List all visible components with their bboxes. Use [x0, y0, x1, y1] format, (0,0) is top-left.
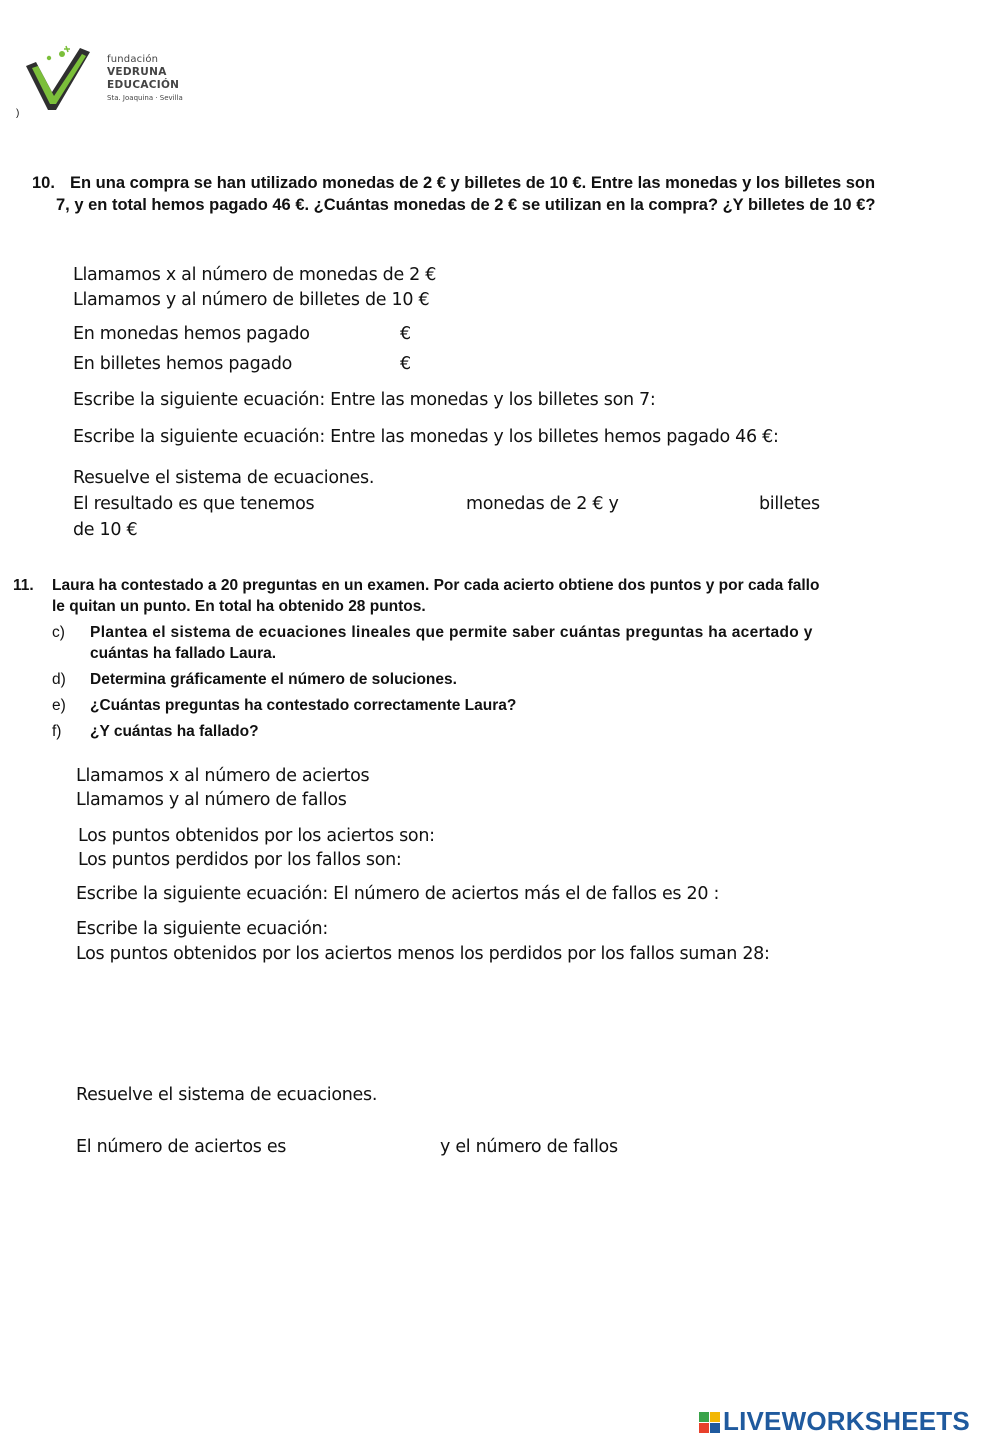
- q11-statement-line2: le quitan un punto. En total ha obtenido 28 puntos.: [52, 598, 426, 615]
- q10-bills-paid: En billetes hemos pagado: [73, 354, 293, 374]
- q11-equation-1-prompt: Escribe la siguiente ecuación: El número de aciertos más el de fallos es 20 :: [76, 884, 720, 904]
- q11-equation-2-prompt: Escribe la siguiente ecuación:: [76, 919, 328, 939]
- q10-define-y: Llamamos y al número de billetes de 10 €: [73, 290, 430, 310]
- q10-result-text-a: El resultado es que tenemos: [73, 494, 315, 514]
- q11-item-e-text: ¿Cuántas preguntas ha contestado correctamente Laura?: [90, 697, 517, 714]
- q11-item-e-letter: e): [52, 697, 66, 714]
- q11-item-f-letter: f): [52, 723, 62, 740]
- logo-square-red-icon: [699, 1423, 709, 1433]
- q10-define-x: Llamamos x al número de monedas de 2 €: [73, 265, 437, 285]
- q11-item-d-text: Determina gráficamente el número de soluciones.: [90, 671, 457, 688]
- logo-square-yellow-icon: [710, 1412, 720, 1422]
- q11-item-f-text: ¿Y cuántas ha fallado?: [90, 723, 259, 740]
- q10-coins-unit: €: [400, 324, 411, 344]
- q11-item-c-line1: Plantea el sistema de ecuaciones lineales que permite saber cuántas preguntas ha acertado y: [90, 624, 813, 641]
- q10-statement-line1: En una compra se han utilizado monedas de 2 € y billetes de 10 €. Entre las monedas y los billetes son: [70, 174, 876, 192]
- q11-number: 11.: [13, 577, 34, 594]
- q11-define-y: Llamamos y al número de fallos: [76, 790, 347, 810]
- q11-item-c-line2: cuántas ha fallado Laura.: [90, 645, 277, 662]
- q11-define-x: Llamamos x al número de aciertos: [76, 766, 370, 786]
- logo-mark: ): [16, 108, 20, 119]
- logo-line-1: fundación: [107, 54, 159, 65]
- q11-equation-2-text: Los puntos obtenidos por los aciertos menos los perdidos por los fallos suman 28:: [76, 944, 770, 964]
- q11-points-gained: Los puntos obtenidos por los aciertos son:: [78, 826, 435, 846]
- q10-equation-1-prompt: Escribe la siguiente ecuación: Entre las monedas y los billetes son 7:: [73, 390, 656, 410]
- logo-line-3: EDUCACIÓN: [107, 79, 180, 91]
- logo-line-2: VEDRUNA: [107, 66, 167, 78]
- q10-result-text-c: billetes: [759, 494, 820, 514]
- q10-equation-2-prompt: Escribe la siguiente ecuación: Entre las monedas y los billetes hemos pagado 46 €:: [73, 427, 779, 447]
- liveworksheets-brand: LIVEWORKSHEETS: [723, 1406, 970, 1436]
- q11-item-c-letter: c): [52, 624, 65, 641]
- q10-statement-line2: 7, y en total hemos pagado 46 €. ¿Cuántas monedas de 2 € se utilizan en la compra? ¿Y billetes de 10 €?: [56, 196, 876, 214]
- q11-result-text-b: y el número de fallos: [440, 1137, 618, 1157]
- q10-result-text-b: monedas de 2 € y: [466, 494, 619, 514]
- logo-square-blue-icon: [710, 1423, 720, 1433]
- q10-solve-prompt: Resuelve el sistema de ecuaciones.: [73, 468, 375, 488]
- q11-item-d-letter: d): [52, 671, 66, 688]
- q11-result-text-a: El número de aciertos es: [76, 1137, 287, 1157]
- vedruna-logo: [22, 44, 197, 124]
- q10-bills-unit: €: [400, 354, 411, 374]
- logo-line-4: Sta. Joaquina · Sevilla: [107, 94, 183, 102]
- logo-square-green-icon: [699, 1412, 709, 1422]
- q11-points-lost: Los puntos perdidos por los fallos son:: [78, 850, 402, 870]
- checkmark-logo-icon: [22, 44, 107, 114]
- q10-result-text-d: de 10 €: [73, 520, 138, 540]
- q11-solve-prompt: Resuelve el sistema de ecuaciones.: [76, 1085, 378, 1105]
- q11-statement-line1: Laura ha contestado a 20 preguntas en un examen. Por cada acierto obtiene dos puntos y por cada fallo: [52, 577, 820, 594]
- q10-coins-paid: En monedas hemos pagado: [73, 324, 310, 344]
- q10-number: 10.: [32, 174, 55, 192]
